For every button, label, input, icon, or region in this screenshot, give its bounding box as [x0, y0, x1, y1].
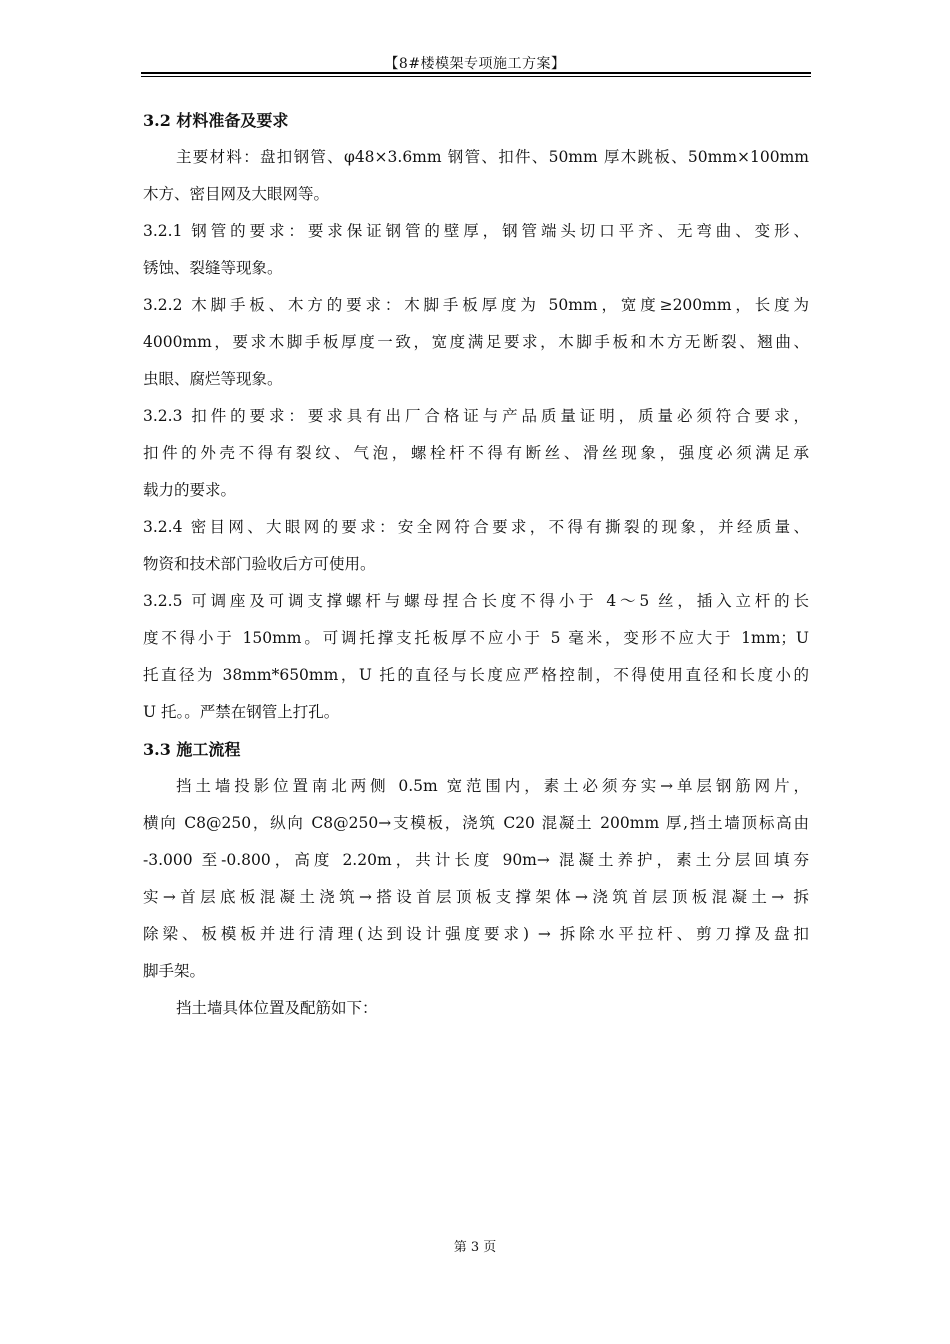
- document-body: [143, 102, 809, 1027]
- page-number: 第 3 页: [453, 1240, 497, 1255]
- paragraph-line: 3.2.5 可调座及可调支撑螺杆与螺母捏合长度不得小于 4～5 丝，插入立杆的长: [143, 592, 809, 610]
- paragraph-line: U 托。。严禁在钢管上打孔。: [143, 703, 340, 721]
- paragraph-line: 4000mm，要求木脚手板厚度一致，宽度满足要求，木脚手板和木方无断裂、翘曲、: [143, 333, 809, 351]
- paragraph-line: 脚手架。: [143, 962, 206, 980]
- paragraph-line: 3.2.2 木脚手板、木方的要求：木脚手板厚度为 50mm，宽度≥200mm，长度为: [143, 296, 809, 314]
- paragraph-line: 扣件的外壳不得有裂纹、气泡，螺栓杆不得有断丝、滑丝现象，强度必须满足承: [143, 444, 809, 462]
- paragraph-line: 物资和技术部门验收后方可使用。: [143, 555, 376, 573]
- paragraph-line: 木方、密目网及大眼网等。: [143, 185, 330, 203]
- paragraph-line: 锈蚀、裂缝等现象。: [143, 259, 283, 277]
- paragraph-line: 挡土墙投影位置南北两侧 0.5m 宽范围内，素土必须夯实→单层钢筋网片，: [176, 777, 809, 795]
- page-header: 【8#楼模架专项施工方案】: [384, 56, 566, 72]
- section-heading-3-3: 3.3 施工流程: [143, 740, 241, 759]
- paragraph-line: 除梁、板模板并进行清理(达到设计强度要求) → 拆除水平拉杆、剪刀撑及盘扣: [143, 925, 809, 943]
- paragraph-line: 虫眼、腐烂等现象。: [143, 370, 283, 388]
- paragraph-line: 3.2.3 扣件的要求：要求具有出厂合格证与产品质量证明，质量必须符合要求，: [143, 407, 809, 425]
- paragraph-line: 横向 C8@250，纵向 C8@250→支模板，浇筑 C20 混凝土 200mm 厚,挡土墙顶标高由: [143, 814, 809, 832]
- paragraph-line: -3.000 至-0.800，高度 2.20m，共计长度 90m→ 混凝土养护，素土分层回填夯: [143, 851, 809, 869]
- paragraph-line: 3.2.1 钢管的要求：要求保证钢管的壁厚，钢管端头切口平齐、无弯曲、变形、: [143, 222, 809, 240]
- paragraph-line: 主要材料：盘扣钢管、φ48×3.6mm 钢管、扣件、50mm 厚木跳板、50mm×100mm: [176, 148, 809, 166]
- paragraph-line: 载力的要求。: [143, 481, 237, 499]
- header-rule-thin: [141, 76, 811, 77]
- paragraph-line: 托直径为 38mm*650mm，U 托的直径与长度应严格控制，不得使用直径和长度小的: [143, 666, 809, 684]
- header-rule-thick: [141, 72, 811, 74]
- paragraph-line: 度不得小于 150mm。可调托撑支托板厚不应小于 5 毫米，变形不应大于 1mm；U: [143, 629, 809, 647]
- paragraph-line: 挡土墙具体位置及配筋如下：: [176, 999, 378, 1017]
- paragraph-line: 3.2.4 密目网、大眼网的要求：安全网符合要求，不得有撕裂的现象，并经质量、: [143, 518, 809, 536]
- section-heading-3-2: 3.2 材料准备及要求: [143, 111, 289, 130]
- paragraph-line: 实→首层底板混凝土浇筑→搭设首层顶板支撑架体→浇筑首层顶板混凝土→ 拆: [143, 888, 809, 906]
